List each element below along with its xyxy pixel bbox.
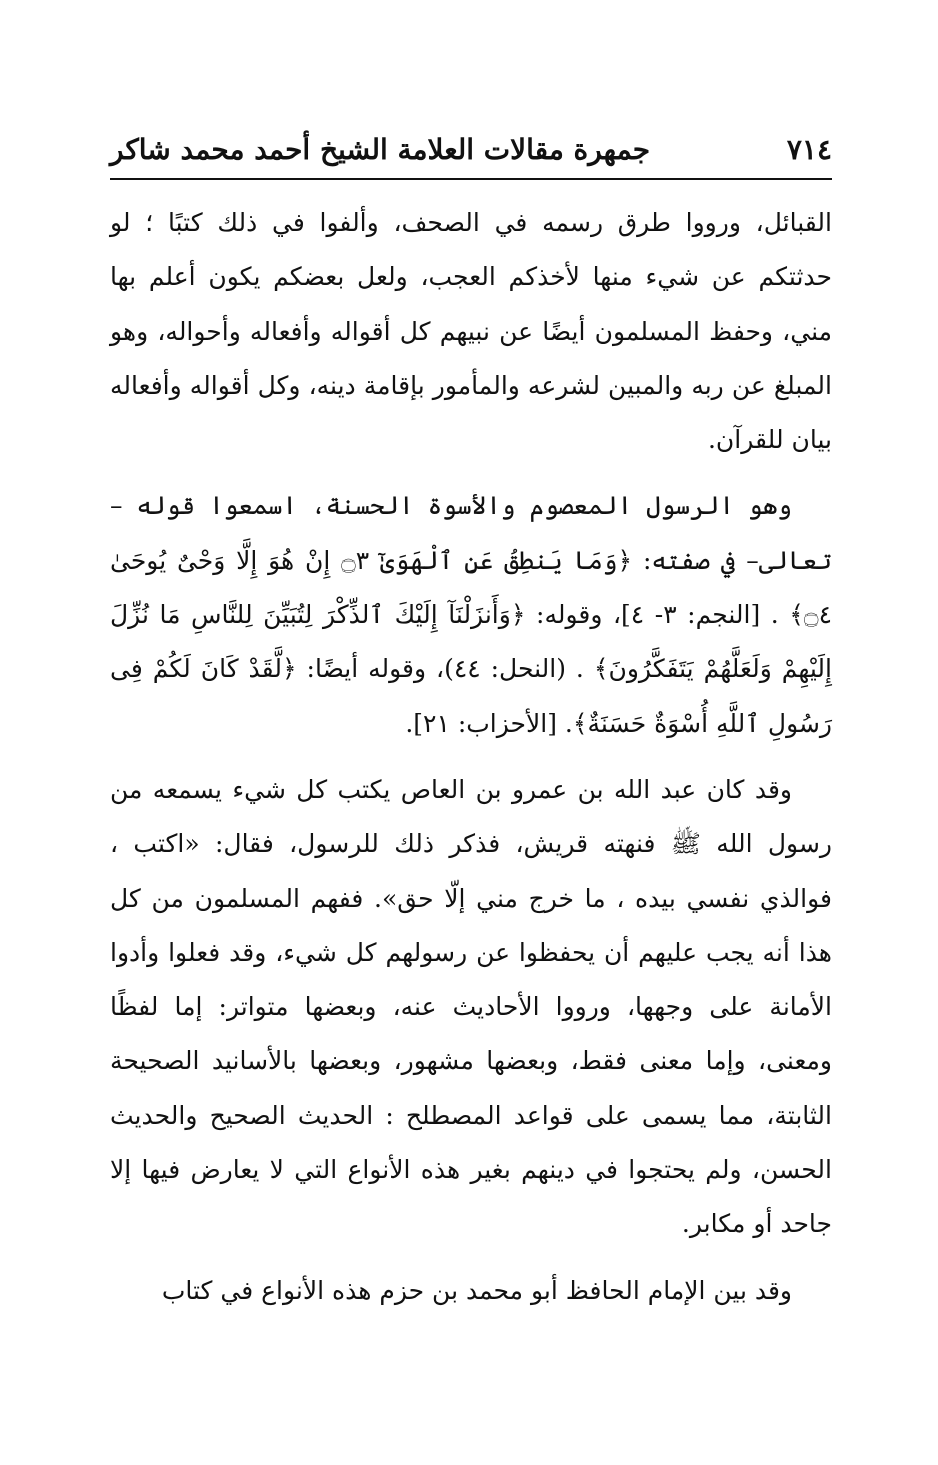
running-title: جمهرة مقالات العلامة الشيخ أحمد محمد شاكر <box>110 133 651 166</box>
header-rule <box>110 178 832 180</box>
body-text <box>110 196 832 1318</box>
paragraph-3: وقد كان عبد الله بن عمرو بن العاص يكتب كل شيء يسمعه من رسول الله ﷺ فنهته قريش، فذكر ذلك للرسول، فقال: «اكتب ، فوالذي نفسي بيده ، ما خرج مني إلّا حق». ففهم المسلمون من كل هذا أنه يجب عليهم أن يحفظوا عن رسولهم كل شيء، وقد فعلوا وأدوا الأمانة على وجهها، ورووا الأحاديث عنه، وبعضها متواتر: إما لفظًا ومعنى، وإما معنى فقط، وبعضها مشهور، وبعضها بالأسانيد الصحيحة الثابتة، مما يسمى على قواعد المصطلح : الحديث الصحيح والحديث الحسن، ولم يحتجوا في دينهم بغير هذه الأنواع التي لا يعارض فيها إلا جاحد أو مكابر. <box>110 774 832 1239</box>
page-number: ٧١٤ <box>786 133 832 166</box>
paragraph-4: وقد بين الإمام الحافظ أبو محمد بن حزم هذه الأنواع في كتاب <box>161 1275 792 1305</box>
page-header <box>110 130 832 176</box>
paragraph-2: وهو الرسول المعصوم والأسوة الحسنة، اسمعوا قوله – تعالى– في صفته: ﴿وَمَا يَنطِقُ عَنِ ٱلْهَوَىٰٓ ۝٣ إِنْ هُوَ إِلَّا وَحْىٌ يُوحَىٰ ۝٤﴾ . [النجم: ٣- ٤]، وقوله: ﴿وَأَنزَلْنَآ إِلَيْكَ ٱلذِّكْرَ لِتُبَيِّنَ لِلنَّاسِ مَا نُزِّلَ إِلَيْهِمْ وَلَعَلَّهُمْ يَتَفَكَّرُونَ﴾ . (النحل: ٤٤)، وقوله أيضًا: ﴿لَّقَدْ كَانَ لَكُمْ فِى رَسُولِ ٱللَّهِ أُسْوَةٌ حَسَنَةٌ﴾. [الأحزاب: ٢١]. <box>110 491 832 738</box>
paragraph-1: القبائل، ورووا طرق رسمه في الصحف، وألفوا في ذلك كتبًا ؛ لو حدثتكم عن شيء منها لأخذكم العجب، ولعل بعضكم يكون أعلم بها مني، وحفظ المسلمون أيضًا عن نبيهم كل أقواله وأفعاله وأحواله، وهو المبلغ عن ربه والمبين لشرعه والمأمور بإقامة دينه، وكل أقواله وأفعاله بيان للقرآن. <box>110 208 833 455</box>
